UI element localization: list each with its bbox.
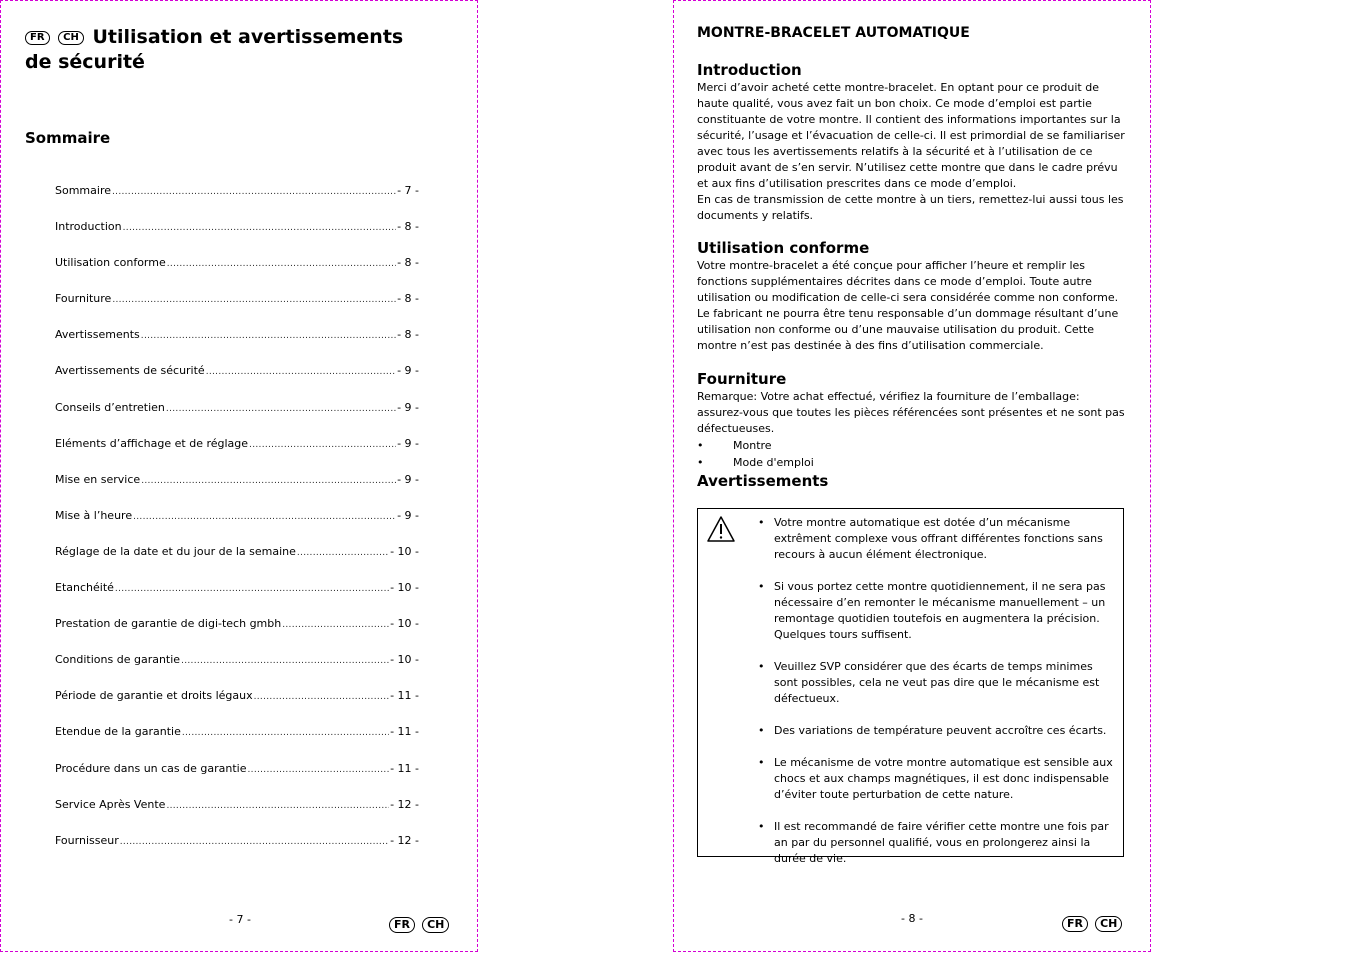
toc-leader-dots xyxy=(249,440,396,450)
toc-entry xyxy=(55,437,419,473)
toc-entry-page: - 10 - xyxy=(390,544,419,558)
toc-entry xyxy=(55,653,419,689)
supply-section xyxy=(697,389,1129,471)
toc-entry xyxy=(55,545,419,581)
warnings-heading: Avertissements xyxy=(697,472,829,490)
introduction-text xyxy=(697,80,1129,224)
toc-entry-label: Introduction xyxy=(55,220,122,234)
page-title-text: Utilisation et avertissements de sécurité xyxy=(25,26,404,73)
toc-entry-page: - 8 - xyxy=(397,328,419,342)
list-item: • Des variations de température peuvent accroître ces écarts. xyxy=(758,723,1118,739)
toc-entry xyxy=(55,617,419,653)
toc-entry-label: Procédure dans un cas de garantie xyxy=(55,761,247,775)
toc-entry-page: - 11 - xyxy=(390,725,419,739)
toc-entry-page: - 11 - xyxy=(390,689,419,703)
toc-entry xyxy=(55,473,419,509)
toc-entry-label: Fournisseur xyxy=(55,833,119,847)
toc-entry xyxy=(55,184,419,220)
toc-entry-label: Sommaire xyxy=(55,184,111,197)
toc-entry-page: - 9 - xyxy=(397,508,419,522)
toc-entry-page: - 8 - xyxy=(397,292,419,306)
usage-text: Votre montre-bracelet a été conçue pour afficher l’heure et remplir les fonctions supplémentaires décrites dans ce mode d’emploi. Toute autre utilisation ou modification de celle-ci sera considérée comme non conforme. Le fabricant ne pourra être tenu responsable d’un dommage résultant d’une utilisation non conforme ou d’une mauvaise utilisation du produit. Cette montre n’est pas destinée à des fins d’utilisation commerciale. xyxy=(697,259,1119,352)
ch-badge: CH xyxy=(422,917,449,933)
page-number: - 8 - xyxy=(901,912,923,925)
toc-entry xyxy=(55,364,419,400)
list-item: • Veuillez SVP considérer que des écarts de temps minimes sont possibles, cela ne veut pas dire que le mécanisme est défectueux. xyxy=(758,659,1118,707)
ch-badge: CH xyxy=(58,31,84,45)
introduction-paragraph: Merci d’avoir acheté cette montre-bracelet. En optant pour ce produit de haute qualité, vous avez fait un bon choix. Ce mode d’emploi est partie constituante de votre montre. Il contient des informations importantes sur la sécurité, l’usage et l’évacuation de celle-ci. Il est primordial de se familiariser avec tous les avertissements relatifs à la sécurité et à l’utilisation de ce produit avant de s’en servir. N’utilisez cette montre que dans le cadre prévu et aux fins d’utilisation prescrites dans ce mode d’emploi. xyxy=(697,81,1125,190)
toc-entry xyxy=(55,581,419,617)
toc-entry-label: Fourniture xyxy=(55,292,112,306)
toc-entry-page: - 9 - xyxy=(397,400,419,414)
toc-leader-dots xyxy=(248,765,390,775)
toc-heading: Sommaire xyxy=(25,129,111,147)
toc-entry-label: Service Après Vente xyxy=(55,797,166,811)
toc-entry-label: Mise en service xyxy=(55,472,141,486)
toc-entry-page: - 7 - xyxy=(397,184,419,197)
toc-entry-label: Etanchéité xyxy=(55,581,114,595)
supply-text: Remarque: Votre achat effectué, vérifiez la fourniture de l’emballage: assurez-vous que toutes les pièces référencées sont présentes et ne sont pas défectueuses. xyxy=(697,390,1125,435)
toc-leader-dots xyxy=(297,548,389,558)
toc-leader-dots xyxy=(112,187,396,197)
toc-entry-page: - 10 - xyxy=(390,581,419,595)
list-item: • Montre xyxy=(697,438,1129,454)
toc-leader-dots xyxy=(120,837,389,847)
toc-entry xyxy=(55,509,419,545)
toc-leader-dots xyxy=(206,367,396,377)
toc-leader-dots xyxy=(167,259,396,269)
toc-entry-label: Avertissements xyxy=(55,328,140,342)
page-title xyxy=(25,25,425,75)
toc-entry-label: Etendue de la garantie xyxy=(55,725,181,739)
toc-entry-label: Eléments d’affichage et de réglage xyxy=(55,436,249,450)
toc-entry-label: Réglage de la date et du jour de la semaine xyxy=(55,544,296,558)
toc-entry-page: - 12 - xyxy=(390,797,419,811)
toc-entry-page: - 10 - xyxy=(390,653,419,667)
list-item: • Mode d'emploi xyxy=(697,455,1129,471)
toc-entry xyxy=(55,292,419,328)
toc-leader-dots xyxy=(166,404,396,414)
toc-entry-page: - 9 - xyxy=(397,364,419,378)
table-of-contents xyxy=(55,184,419,870)
toc-entry-label: Prestation de garantie de digi-tech gmbh xyxy=(55,617,282,631)
toc-entry-label: Utilisation conforme xyxy=(55,256,166,270)
supply-list xyxy=(697,438,1129,471)
toc-leader-dots xyxy=(123,223,396,233)
footer-badges xyxy=(1062,913,1124,932)
toc-entry-label: Conseils d’entretien xyxy=(55,400,165,414)
warnings-box xyxy=(697,508,1124,865)
list-item: • Votre montre automatique est dotée d’un mécanisme extrêment complexe vous offrant différentes fonctions sans recours à aucun élément électronique. xyxy=(758,515,1118,563)
list-item: • Si vous portez cette montre quotidiennement, il ne sera pas nécessaire d’en remonter le mécanisme manuellement – un remontage quotidien toutefois en augmentera la précision. Quelques tours suffisent. xyxy=(758,579,1118,643)
toc-entry xyxy=(55,798,419,834)
toc-leader-dots xyxy=(182,728,389,738)
toc-entry-page: - 8 - xyxy=(397,220,419,234)
fr-badge: FR xyxy=(389,917,415,933)
warning-triangle-icon xyxy=(706,515,736,543)
toc-entry-label: Conditions de garantie xyxy=(55,653,181,667)
toc-entry-page: - 9 - xyxy=(397,436,419,450)
toc-entry-page: - 10 - xyxy=(390,617,419,631)
introduction-paragraph: En cas de transmission de cette montre à un tiers, remettez-lui aussi tous les documents y relatifs. xyxy=(697,193,1124,222)
toc-entry xyxy=(55,689,419,725)
toc-entry-label: Période de garantie et droits légaux xyxy=(55,689,253,703)
toc-entry-label: Mise à l’heure xyxy=(55,508,133,522)
toc-entry xyxy=(55,762,419,798)
toc-leader-dots xyxy=(141,331,396,341)
toc-entry xyxy=(55,220,419,256)
ch-badge: CH xyxy=(1095,916,1122,932)
toc-entry-page: - 11 - xyxy=(390,761,419,775)
toc-leader-dots xyxy=(282,620,389,630)
list-item: • Le mécanisme de votre montre automatique est sensible aux chocs et aux champs magnétiques, il est donc indispensable d’éviter toute perturbation de cette nature. xyxy=(758,755,1118,803)
introduction-heading: Introduction xyxy=(697,61,802,79)
toc-leader-dots xyxy=(112,295,396,305)
page-number: - 7 - xyxy=(229,913,251,926)
toc-entry xyxy=(55,328,419,364)
toc-leader-dots xyxy=(141,476,396,486)
fr-badge: FR xyxy=(1062,916,1088,932)
toc-leader-dots xyxy=(166,801,389,811)
fr-badge: FR xyxy=(25,31,50,45)
toc-leader-dots xyxy=(254,692,389,702)
toc-entry-page: - 12 - xyxy=(390,833,419,847)
supply-heading: Fourniture xyxy=(697,370,787,388)
usage-heading: Utilisation conforme xyxy=(697,239,870,257)
toc-entry xyxy=(55,401,419,437)
toc-leader-dots xyxy=(115,584,389,594)
toc-entry xyxy=(55,834,419,870)
left-page xyxy=(0,0,478,952)
toc-leader-dots xyxy=(181,656,389,666)
toc-entry xyxy=(55,256,419,292)
toc-entry-page: - 9 - xyxy=(397,472,419,486)
warnings-list xyxy=(758,515,1118,883)
list-item: • Il est recommandé de faire vérifier cette montre une fois par an par du personnel qualifié, vous en prolongerez ainsi la durée de vie. xyxy=(758,819,1118,867)
footer-badges xyxy=(389,914,451,933)
toc-entry-label: Avertissements de sécurité xyxy=(55,364,205,378)
section-title: MONTRE-BRACELET AUTOMATIQUE xyxy=(697,25,970,41)
toc-entry xyxy=(55,725,419,761)
toc-entry-page: - 8 - xyxy=(397,256,419,270)
toc-leader-dots xyxy=(133,512,396,522)
